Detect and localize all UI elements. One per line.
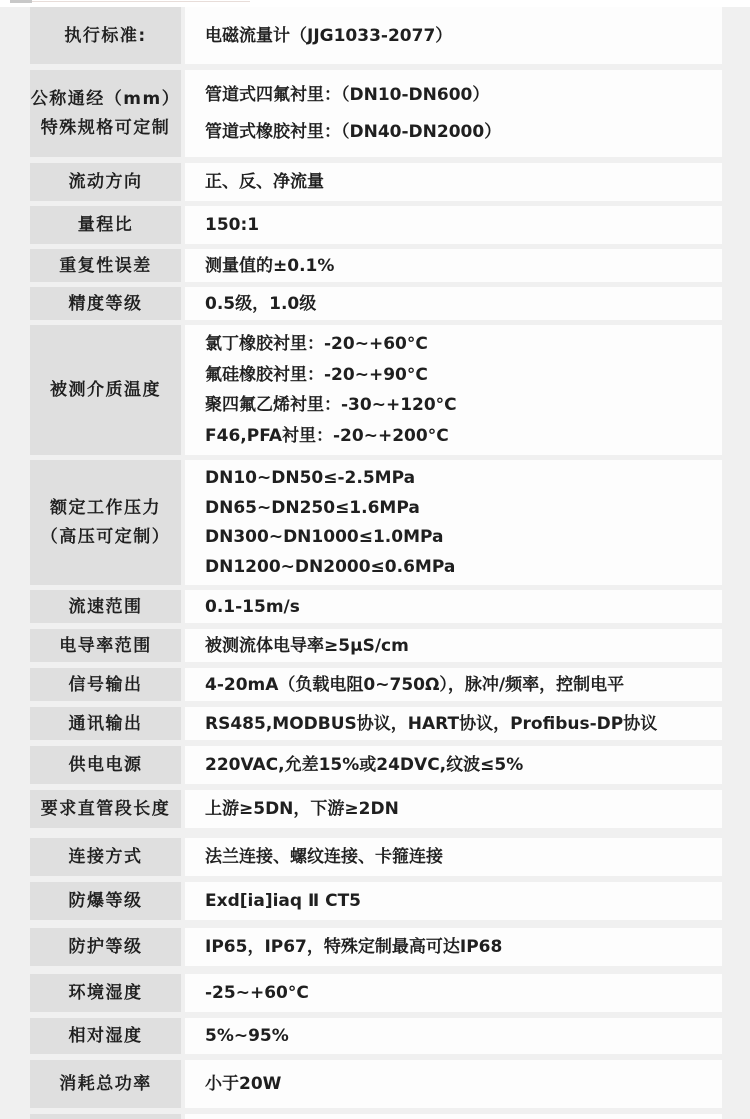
spec-label [30,206,181,244]
spec-value-line: 5%~95% [205,1026,289,1046]
spec-value-line: DN10~DN50≤-2.5MPa [205,468,416,489]
spec-value-line: DN1200~DN2000≤0.6MPa [205,556,456,577]
spec-row-protection-rating [30,928,722,966]
spec-row-working-pressure [30,460,722,585]
spec-value [185,882,722,920]
spec-label [30,163,181,201]
spec-row-conductivity-range [30,629,722,662]
spec-row-relative-humidity [30,1018,722,1054]
spec-label [30,707,181,740]
spec-label-line: 通讯输出 [68,713,143,734]
spec-label-line: 量程比 [77,215,134,235]
spec-label-line: 信号输出 [68,674,143,695]
spec-value-line: 0.1-15m/s [205,596,300,617]
spec-row-ambient-temperature [30,974,722,1012]
spec-value-line: 0.5级，1.0级 [205,293,317,314]
spec-row-velocity-range [30,590,722,623]
spec-label-line: 消耗总功率 [59,1074,152,1094]
spec-value-line: 正、反、净流量 [205,172,324,192]
spec-row-accuracy-class [30,287,722,320]
spec-label-line: 重复性误差 [59,255,152,276]
spec-value-line: 小于20W [205,1074,282,1094]
spec-row-flow-direction [30,163,722,201]
spec-value-line: 220VAC,允差15%或24DVC,纹波≤5% [205,755,524,775]
spec-row-total-power-consumption [30,1060,722,1108]
spec-value [185,668,722,701]
spec-label [30,1018,181,1054]
spec-value-line: 氯丁橡胶衬里：-20~+60°C [205,334,428,355]
spec-label-line: 执行标准: [64,25,147,46]
spec-value [185,7,722,64]
top-edge-line-artifact [32,1,250,2]
spec-value-line: F46,PFA衬里：-20~+200°C [205,425,449,446]
spec-row-repeatability-error [30,249,722,282]
spec-value [185,70,722,157]
spec-value [185,790,722,828]
spec-value [185,746,722,784]
spec-label-line: 环境湿度 [68,983,143,1003]
spec-value-line: Exd[ia]iaq Ⅱ CT5 [205,891,361,911]
spec-value [185,1018,722,1054]
spec-value-line: 管道式橡胶衬里：（DN40-DN2000） [205,121,502,142]
spec-value-line: 4-20mA（负载电阻0~750Ω），脉冲/频率，控制电平 [205,674,625,695]
spec-label-line: 防护等级 [68,937,143,957]
spec-value-line: IP65，IP67，特殊定制最高可达IP68 [205,937,503,957]
spec-label-line: （高压可定制） [40,527,171,547]
spec-row-communication-output [30,707,722,740]
spec-row-medium-temperature [30,325,722,455]
spec-label [30,974,181,1012]
spec-row-straight-pipe-length [30,790,722,828]
spec-value [185,163,722,201]
spec-value-line: DN65~DN250≤1.6MPa [205,497,420,518]
spec-value [185,974,722,1012]
spec-label-line: 要求直管段长度 [40,799,171,819]
top-edge-artifact [10,0,32,3]
spec-value [185,249,722,282]
spec-row-nominal-diameter [30,70,722,157]
spec-label [30,668,181,701]
spec-label [30,70,181,157]
spec-value-line: 测量值的±0.1% [205,255,335,276]
spec-label [30,590,181,623]
spec-label [30,928,181,966]
spec-value-line: 管道式四氟衬里：（DN10-DN600） [205,85,490,106]
spec-value [185,206,722,244]
spec-value-line: 法兰连接、螺纹连接、卡箍连接 [205,847,443,867]
spec-label-line: 特殊规格可定制 [40,118,171,138]
spec-label [30,287,181,320]
spec-label-line: 供电电源 [68,755,143,775]
spec-value [185,590,722,623]
spec-label-line: 流速范围 [68,596,143,617]
spec-value-line: 150:1 [205,215,260,235]
spec-row-standard [30,7,722,64]
spec-label [30,249,181,282]
top-white-strip [0,0,750,7]
spec-label-line: 相对湿度 [68,1026,143,1046]
spec-label [30,790,181,828]
spec-row-signal-output [30,668,722,701]
spec-label [30,460,181,585]
spec-value [185,707,722,740]
spec-row-connection-type [30,838,722,876]
spec-label [30,882,181,920]
spec-label [30,746,181,784]
spec-value-line: 电磁流量计（JJG1033-2077） [205,25,453,46]
spec-label-line: 精度等级 [68,293,143,314]
spec-label [30,7,181,64]
spec-label-line: 被测介质温度 [50,380,161,400]
spec-label [30,325,181,455]
spec-value [185,928,722,966]
spec-value [185,629,722,662]
spec-label-line: 连接方式 [68,847,143,867]
spec-label-line: 流动方向 [68,172,143,192]
spec-label-line: 公称通经（mm） [30,89,181,109]
spec-value [185,460,722,585]
spec-value [185,325,722,455]
spec-label-line: 防爆等级 [68,891,143,911]
spec-table [30,7,722,1119]
spec-label-line: 电导率范围 [59,635,152,656]
spec-value [185,1060,722,1108]
spec-value-line: 氟硅橡胶衬里：-20~+90°C [205,364,428,385]
spec-label [30,838,181,876]
spec-value [185,838,722,876]
spec-row-explosion-proof-rating [30,882,722,920]
spec-label [30,629,181,662]
spec-label-line: 额定工作压力 [50,498,161,518]
spec-row-power-supply [30,746,722,784]
spec-value-line: 聚四氟乙烯衬里：-30~+120°C [205,395,457,416]
spec-label [30,1060,181,1108]
spec-value-line: RS485,MODBUS协议，HART协议，Profibus-DP协议 [205,713,658,734]
spec-value-line: -25~+60°C [205,983,309,1003]
spec-value-line: 上游≥5DN，下游≥2DN [205,799,399,819]
spec-value [185,287,722,320]
spec-value-line: DN300~DN1000≤1.0MPa [205,527,444,548]
spec-value-line: 被测流体电导率≥5μS/cm [205,635,409,656]
spec-row-turndown-ratio [30,206,722,244]
